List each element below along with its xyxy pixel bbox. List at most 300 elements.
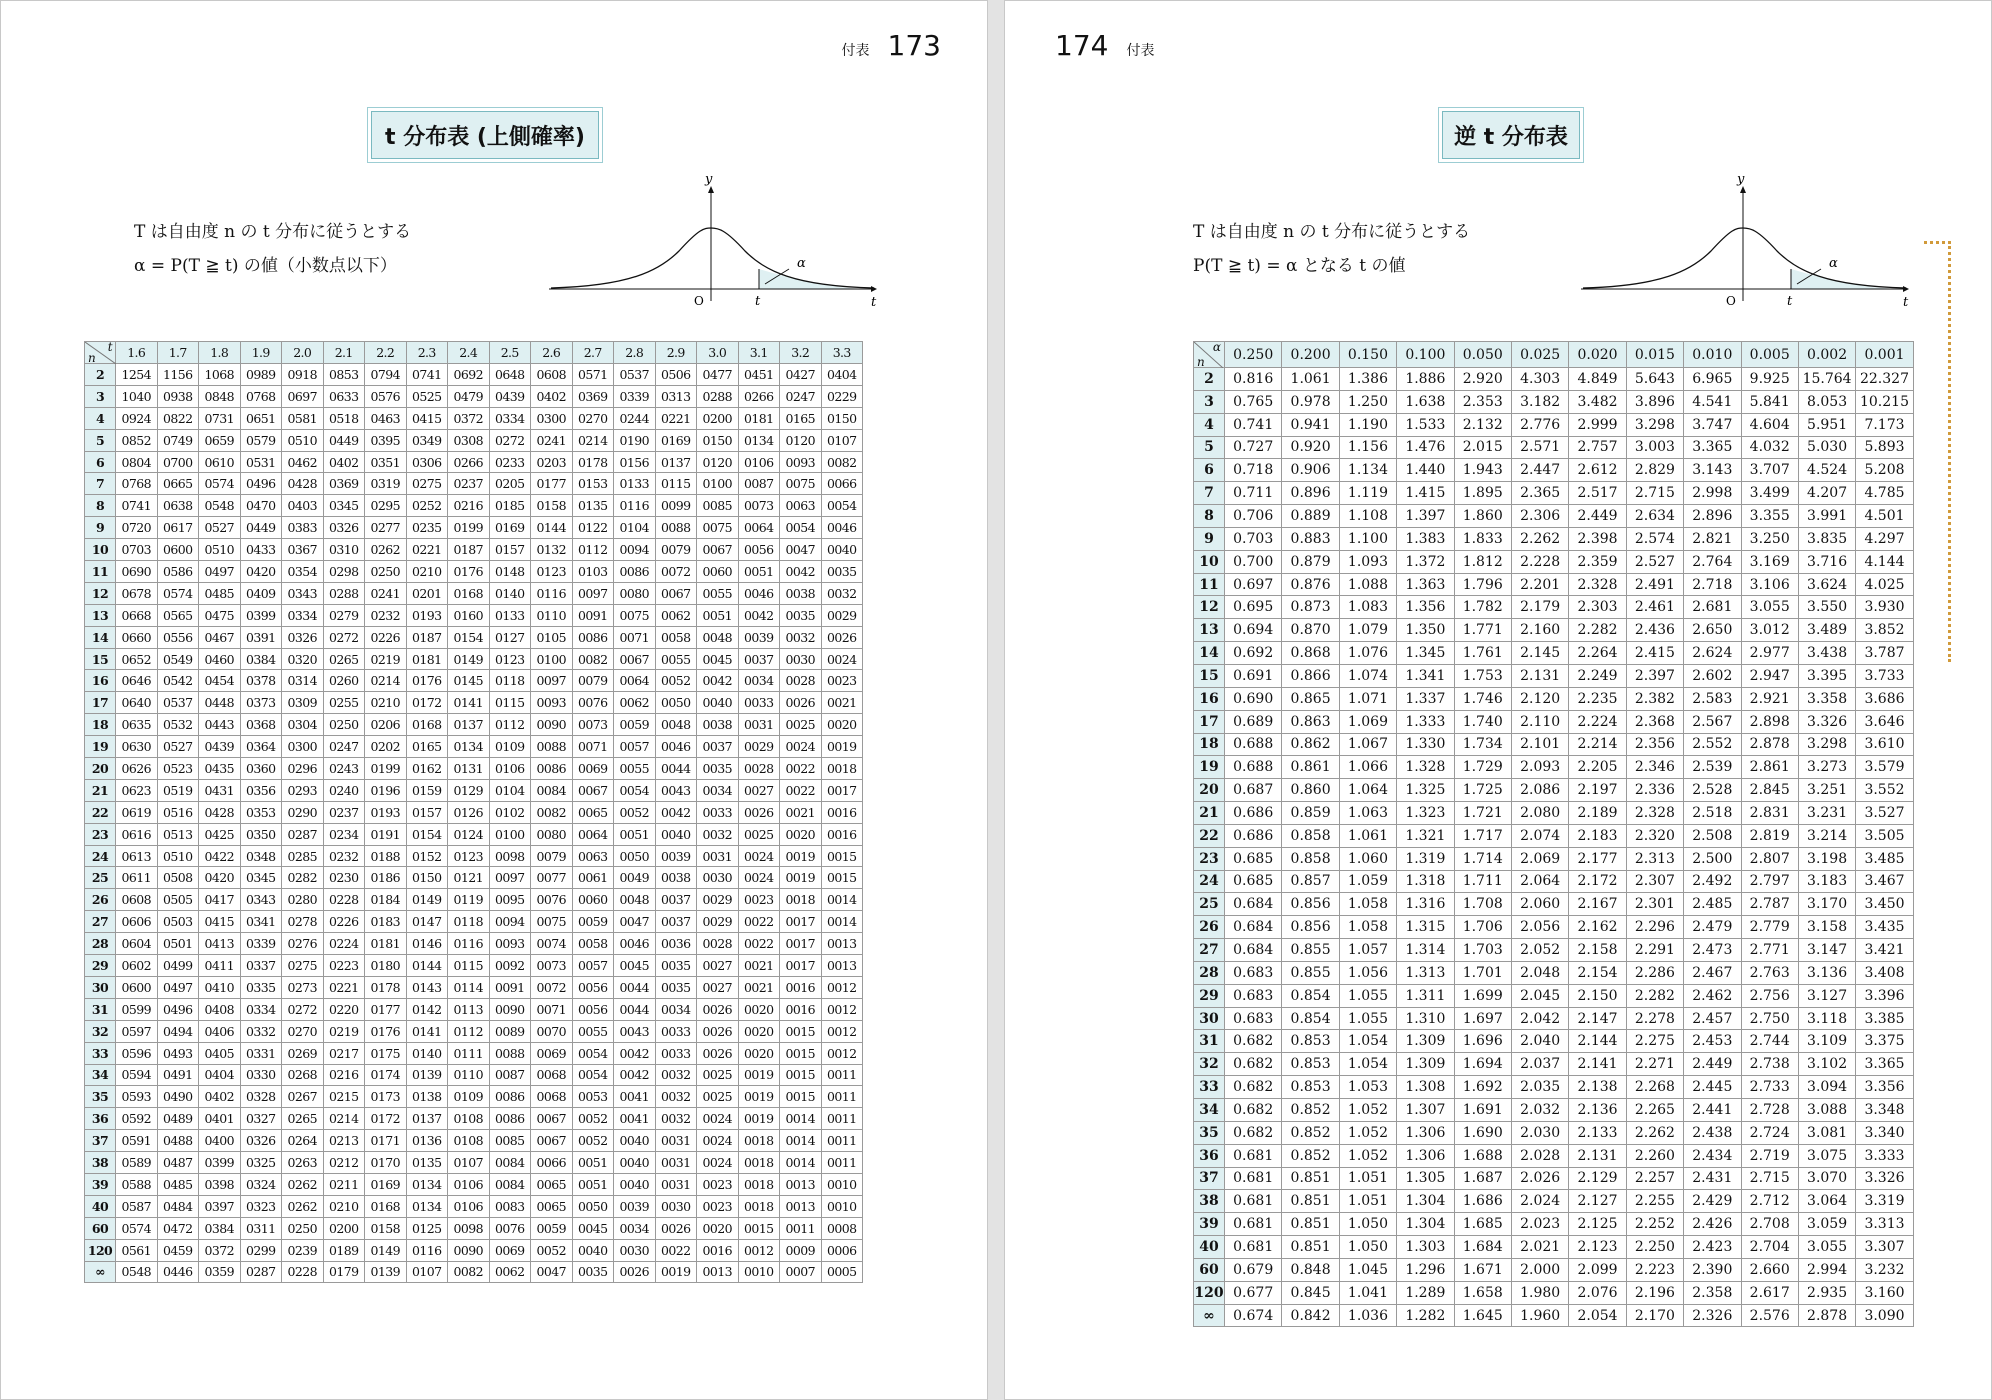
table-cell: 0290: [282, 801, 324, 823]
table-cell: 0275: [282, 955, 324, 977]
table-cell: 0210: [406, 561, 448, 583]
table-cell: 0032: [780, 626, 822, 648]
y-axis-arrow: [708, 186, 714, 193]
table-cell: 0061: [572, 867, 614, 889]
table-cell: 0125: [406, 1217, 448, 1239]
table-cell: 0187: [448, 539, 490, 561]
table-cell: 0136: [406, 1130, 448, 1152]
table-cell: 0.700: [1225, 550, 1282, 573]
table-cell: 0029: [697, 911, 739, 933]
table-cell: 2.821: [1684, 527, 1741, 550]
table-cell: 1.325: [1397, 779, 1454, 802]
table-cell: 0266: [738, 385, 780, 407]
table-cell: 3.094: [1798, 1076, 1855, 1099]
table-cell: 0422: [199, 845, 241, 867]
table-cell: 0019: [821, 736, 863, 758]
table-cell: 0300: [282, 736, 324, 758]
table-cell: 0.689: [1225, 710, 1282, 733]
table-cell: 0326: [282, 626, 324, 648]
table-cell: 0027: [738, 779, 780, 801]
column-header: 2.0: [282, 342, 324, 364]
table-cell: 0077: [531, 867, 573, 889]
row-header-n: 26: [85, 889, 116, 911]
table-cell: 0149: [448, 648, 490, 670]
table-cell: 0356: [240, 779, 282, 801]
table-cell: 0112: [572, 539, 614, 561]
table-cell: 0040: [697, 692, 739, 714]
table-cell: 0479: [448, 385, 490, 407]
table-cell: 0449: [323, 429, 365, 451]
table-cell: 0263: [282, 1152, 324, 1174]
table-cell: 0400: [199, 1130, 241, 1152]
table-cell: 0214: [323, 1108, 365, 1130]
table-cell: 1.397: [1397, 505, 1454, 528]
table-cell: 0.866: [1282, 664, 1339, 687]
table-cell: 0415: [199, 911, 241, 933]
table-cell: 0106: [448, 1195, 490, 1217]
table-cell: 0011: [821, 1152, 863, 1174]
table-cell: 2.235: [1569, 687, 1626, 710]
table-cell: 0.851: [1282, 1213, 1339, 1236]
table-cell: 2.074: [1511, 824, 1568, 847]
table-cell: 0586: [157, 561, 199, 583]
table-cell: 2.060: [1511, 893, 1568, 916]
table-cell: 0033: [697, 801, 739, 823]
table-cell: 1.310: [1397, 1007, 1454, 1030]
table-cell: 1.250: [1339, 390, 1396, 413]
table-cell: 1.333: [1397, 710, 1454, 733]
table-row: [1194, 870, 1914, 893]
table-cell: 0051: [572, 1152, 614, 1174]
table-cell: 2.787: [1741, 893, 1798, 916]
row-header-n: 37: [85, 1130, 116, 1152]
table-cell: 0.682: [1225, 1076, 1282, 1099]
table-cell: 0.941: [1282, 413, 1339, 436]
table-cell: 0024: [738, 867, 780, 889]
table-cell: 1.658: [1454, 1281, 1511, 1304]
table-cell: 1.308: [1397, 1076, 1454, 1099]
table-row: [85, 911, 863, 933]
table-cell: 0.851: [1282, 1190, 1339, 1213]
table-cell: 0169: [489, 517, 531, 539]
table-cell: 0217: [323, 1042, 365, 1064]
table-cell: 3.183: [1798, 870, 1855, 893]
table-cell: 0040: [614, 1173, 656, 1195]
table-cell: 0501: [157, 933, 199, 955]
table-cell: 0040: [614, 1130, 656, 1152]
table-cell: 2.306: [1511, 505, 1568, 528]
table-cell: 0142: [406, 998, 448, 1020]
table-cell: 1.796: [1454, 573, 1511, 596]
table-cell: 0030: [614, 1239, 656, 1261]
table-cell: 0071: [614, 626, 656, 648]
table-row: [85, 1152, 863, 1174]
x-axis-arrow: [871, 286, 877, 292]
table-row: [85, 1108, 863, 1130]
table-cell: 0008: [821, 1217, 863, 1239]
table-cell: 0404: [199, 1064, 241, 1086]
table-cell: 2.492: [1684, 870, 1741, 893]
table-cell: 0233: [489, 451, 531, 473]
table-cell: 0269: [282, 1042, 324, 1064]
table-cell: 1.307: [1397, 1099, 1454, 1122]
table-cell: 0425: [199, 823, 241, 845]
table-cell: 1.771: [1454, 619, 1511, 642]
table-row: [1194, 961, 1914, 984]
table-cell: 0235: [406, 517, 448, 539]
table-cell: 0005: [821, 1261, 863, 1283]
table-cell: 0324: [240, 1173, 282, 1195]
column-header: 0.005: [1741, 342, 1798, 368]
table-cell: 0098: [448, 1217, 490, 1239]
table-cell: 0010: [821, 1195, 863, 1217]
table-cell: 0022: [655, 1239, 697, 1261]
table-cell: 2.132: [1454, 413, 1511, 436]
table-cell: 0023: [697, 1195, 739, 1217]
table-cell: 0064: [614, 670, 656, 692]
row-header-n: 25: [85, 867, 116, 889]
t-distribution-table: [84, 341, 863, 1283]
table-cell: 0264: [282, 1130, 324, 1152]
table-cell: 0149: [365, 1239, 407, 1261]
page-label: 付表: [1126, 43, 1155, 59]
column-header-row: [85, 342, 863, 364]
table-cell: 0019: [780, 845, 822, 867]
table-cell: 0.683: [1225, 961, 1282, 984]
table-row: [85, 845, 863, 867]
table-cell: 4.032: [1741, 436, 1798, 459]
table-cell: 3.610: [1856, 733, 1913, 756]
column-header: 2.4: [448, 342, 490, 364]
table-cell: 0181: [365, 933, 407, 955]
table-row: [85, 517, 863, 539]
column-header: 0.002: [1798, 342, 1855, 368]
table-row: [85, 429, 863, 451]
table-cell: 0.853: [1282, 1030, 1339, 1053]
table-row: [85, 1239, 863, 1261]
table-cell: 2.069: [1511, 847, 1568, 870]
table-cell: 2.920: [1454, 368, 1511, 391]
table-cell: 2.160: [1511, 619, 1568, 642]
table-cell: 0.692: [1225, 642, 1282, 665]
table-cell: 2.382: [1626, 687, 1683, 710]
table-cell: 0398: [199, 1173, 241, 1195]
table-cell: 0252: [406, 495, 448, 517]
table-cell: 3.102: [1798, 1053, 1855, 1076]
table-cell: 0123: [531, 561, 573, 583]
table-cell: 0062: [489, 1261, 531, 1283]
row-header-n: 60: [1194, 1258, 1225, 1281]
table-cell: 0011: [821, 1108, 863, 1130]
table-cell: 0021: [738, 955, 780, 977]
table-cell: 1.074: [1339, 664, 1396, 687]
column-header: 1.6: [116, 342, 158, 364]
table-cell: 0030: [655, 1195, 697, 1217]
table-cell: 0270: [282, 1020, 324, 1042]
table-cell: 0697: [282, 385, 324, 407]
table-cell: 0140: [489, 582, 531, 604]
table-cell: 3.298: [1798, 733, 1855, 756]
table-cell: 3.059: [1798, 1213, 1855, 1236]
table-cell: 0171: [365, 1130, 407, 1152]
table-cell: 0083: [489, 1195, 531, 1217]
table-cell: 0020: [697, 1217, 739, 1239]
table-cell: 7.173: [1856, 413, 1913, 436]
y-axis-label: y: [1737, 172, 1745, 187]
table-row: [85, 1173, 863, 1195]
table-cell: 0.682: [1225, 1053, 1282, 1076]
table-cell: 0169: [365, 1173, 407, 1195]
table-cell: 0325: [240, 1152, 282, 1174]
table-cell: 2.878: [1798, 1304, 1855, 1327]
table-cell: 2.712: [1741, 1190, 1798, 1213]
table-cell: 0110: [448, 1064, 490, 1086]
table-cell: 0608: [531, 364, 573, 386]
table-cell: 0013: [697, 1261, 739, 1283]
table-cell: 0100: [697, 473, 739, 495]
table-cell: 3.298: [1626, 413, 1683, 436]
table-cell: 0449: [240, 517, 282, 539]
table-cell: 3.273: [1798, 756, 1855, 779]
table-cell: 2.054: [1569, 1304, 1626, 1327]
table-cell: 1.725: [1454, 779, 1511, 802]
table-cell: 0175: [365, 1042, 407, 1064]
table-cell: 2.567: [1684, 710, 1741, 733]
table-cell: 0.883: [1282, 527, 1339, 550]
table-cell: 1254: [116, 364, 158, 386]
table-cell: 0200: [697, 407, 739, 429]
table-cell: 0011: [821, 1086, 863, 1108]
table-cell: 0094: [614, 539, 656, 561]
table-cell: 0794: [365, 364, 407, 386]
table-cell: 0052: [572, 1108, 614, 1130]
table-cell: 1.684: [1454, 1236, 1511, 1259]
table-cell: 0237: [323, 801, 365, 823]
table-cell: 0062: [614, 692, 656, 714]
table-cell: 0059: [572, 911, 614, 933]
table-cell: 0034: [655, 998, 697, 1020]
row-header-n: 22: [1194, 824, 1225, 847]
table-cell: 0056: [572, 998, 614, 1020]
table-cell: 0.681: [1225, 1167, 1282, 1190]
table-cell: 0105: [531, 626, 573, 648]
row-header-n: 23: [85, 823, 116, 845]
table-row: [85, 582, 863, 604]
table-cell: 0395: [365, 429, 407, 451]
table-cell: 2.086: [1511, 779, 1568, 802]
table-cell: 0364: [240, 736, 282, 758]
table-cell: 0596: [116, 1042, 158, 1064]
table-cell: 2.278: [1626, 1007, 1683, 1030]
table-cell: 0224: [323, 933, 365, 955]
table-cell: 2.076: [1569, 1281, 1626, 1304]
row-header-n: 22: [85, 801, 116, 823]
table-cell: 2.303: [1569, 596, 1626, 619]
table-cell: 1.061: [1339, 824, 1396, 847]
table-row: [1194, 459, 1914, 482]
table-cell: 0026: [614, 1261, 656, 1283]
table-cell: 0403: [282, 495, 324, 517]
table-cell: 2.757: [1569, 436, 1626, 459]
row-header-n: 10: [1194, 550, 1225, 573]
table-row: [1194, 847, 1914, 870]
table-cell: 3.088: [1798, 1099, 1855, 1122]
table-cell: 0180: [365, 955, 407, 977]
table-cell: 0086: [531, 758, 573, 780]
column-header: 3.1: [738, 342, 780, 364]
table-cell: 0326: [323, 517, 365, 539]
row-header-n: 60: [85, 1217, 116, 1239]
table-cell: 0032: [821, 582, 863, 604]
table-cell: 1.052: [1339, 1099, 1396, 1122]
table-cell: 0146: [406, 933, 448, 955]
table-cell: 0402: [199, 1086, 241, 1108]
row-header-n: 18: [85, 714, 116, 736]
table-cell: 0116: [614, 495, 656, 517]
table-cell: 2.177: [1569, 847, 1626, 870]
table-cell: 0600: [157, 539, 199, 561]
table-cell: 0.858: [1282, 847, 1339, 870]
table-cell: 2.123: [1569, 1236, 1626, 1259]
row-header-n: 4: [85, 407, 116, 429]
row-header-n: 15: [1194, 664, 1225, 687]
table-cell: 0015: [780, 1086, 822, 1108]
table-cell: 0319: [365, 473, 407, 495]
table-cell: 0196: [365, 779, 407, 801]
table-cell: 0109: [489, 736, 531, 758]
table-cell: 0.681: [1225, 1144, 1282, 1167]
table-cell: 0023: [821, 670, 863, 692]
table-cell: 3.251: [1798, 779, 1855, 802]
table-cell: 0064: [738, 517, 780, 539]
table-cell: 0427: [780, 364, 822, 386]
table-cell: 2.131: [1511, 664, 1568, 687]
table-cell: 0022: [780, 779, 822, 801]
table-cell: 0348: [240, 845, 282, 867]
table-cell: 0.695: [1225, 596, 1282, 619]
table-row: [85, 976, 863, 998]
table-cell: 0042: [614, 1064, 656, 1086]
table-cell: 0106: [489, 758, 531, 780]
column-header: 3.0: [697, 342, 739, 364]
table-cell: 0275: [406, 473, 448, 495]
table-cell: 0591: [116, 1130, 158, 1152]
table-cell: 0852: [116, 429, 158, 451]
table-cell: 0193: [365, 801, 407, 823]
table-cell: 4.501: [1856, 505, 1913, 528]
table-cell: 0.870: [1282, 619, 1339, 642]
table-cell: 0206: [365, 714, 407, 736]
table-cell: 0073: [738, 495, 780, 517]
table-cell: 0126: [448, 801, 490, 823]
y-axis-label: y: [705, 172, 713, 187]
table-cell: 0054: [572, 1042, 614, 1064]
table-cell: 0265: [323, 648, 365, 670]
table-cell: 0137: [406, 1108, 448, 1130]
table-row: [1194, 710, 1914, 733]
table-cell: 0.690: [1225, 687, 1282, 710]
table-cell: 0989: [240, 364, 282, 386]
table-cell: 1.303: [1397, 1236, 1454, 1259]
table-cell: 22.327: [1856, 368, 1913, 391]
table-cell: 0134: [406, 1173, 448, 1195]
table-cell: 0531: [240, 451, 282, 473]
table-cell: 0.765: [1225, 390, 1282, 413]
table-cell: 0091: [572, 604, 614, 626]
table-cell: 1.860: [1454, 505, 1511, 528]
table-cell: 1.372: [1397, 550, 1454, 573]
table-cell: 0104: [489, 779, 531, 801]
row-header-n: 14: [1194, 642, 1225, 665]
table-cell: 0118: [448, 911, 490, 933]
table-cell: 3.075: [1798, 1144, 1855, 1167]
table-body: [1194, 368, 1914, 1327]
table-cell: 0074: [531, 933, 573, 955]
table-cell: 2.365: [1511, 482, 1568, 505]
table-cell: 4.144: [1856, 550, 1913, 573]
table-cell: 0428: [199, 801, 241, 823]
table-row: [1194, 733, 1914, 756]
page-173: [0, 0, 988, 1400]
table-cell: 1.041: [1339, 1281, 1396, 1304]
table-cell: 0121: [448, 867, 490, 889]
table-cell: 0014: [821, 911, 863, 933]
table-cell: 0399: [240, 604, 282, 626]
table-cell: 0.679: [1225, 1258, 1282, 1281]
table-cell: 0020: [738, 1020, 780, 1042]
table-cell: 2.779: [1741, 916, 1798, 939]
table-cell: 2.125: [1569, 1213, 1626, 1236]
table-cell: 0039: [655, 845, 697, 867]
table-cell: 0137: [655, 451, 697, 473]
table-row: [1194, 482, 1914, 505]
table-cell: 0176: [448, 561, 490, 583]
table-cell: 0503: [157, 911, 199, 933]
corner-col-label: α: [1212, 340, 1221, 354]
table-cell: 2.449: [1684, 1053, 1741, 1076]
table-cell: 0012: [821, 1042, 863, 1064]
corner-header: [1194, 342, 1225, 368]
table-cell: 2.583: [1684, 687, 1741, 710]
table-cell: 2.138: [1569, 1076, 1626, 1099]
table-cell: 0075: [697, 517, 739, 539]
table-cell: 0044: [655, 758, 697, 780]
dotted-marker: [1924, 241, 1951, 662]
table-cell: 2.154: [1569, 961, 1626, 984]
table-cell: 1.696: [1454, 1030, 1511, 1053]
table-row: [1194, 1258, 1914, 1281]
table-cell: 0413: [199, 933, 241, 955]
table-cell: 0244: [614, 407, 656, 429]
table-cell: 2.021: [1511, 1236, 1568, 1259]
table-cell: 0496: [157, 998, 199, 1020]
table-cell: 0.677: [1225, 1281, 1282, 1304]
table-cell: 0613: [116, 845, 158, 867]
column-header: 0.020: [1569, 342, 1626, 368]
table-cell: 0057: [572, 955, 614, 977]
row-header-n: 23: [1194, 847, 1225, 870]
table-cell: 2.397: [1626, 664, 1683, 687]
row-header-n: 17: [85, 692, 116, 714]
table-cell: 0028: [780, 670, 822, 692]
table-cell: 0.857: [1282, 870, 1339, 893]
table-cell: 0768: [240, 385, 282, 407]
table-cell: 3.250: [1741, 527, 1798, 550]
table-row: [85, 1261, 863, 1283]
table-cell: 0.688: [1225, 756, 1282, 779]
table-cell: 15.764: [1798, 368, 1855, 391]
table-cell: 2.129: [1569, 1167, 1626, 1190]
